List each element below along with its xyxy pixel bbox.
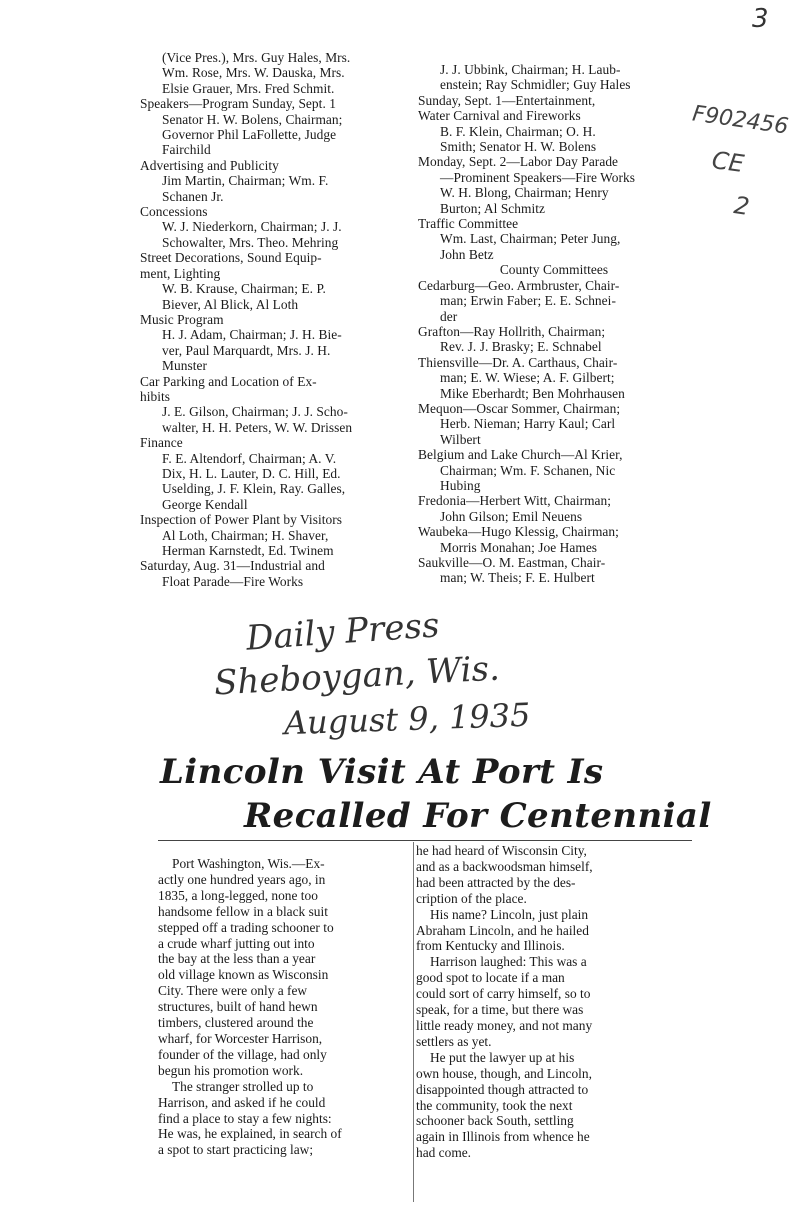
committee-heading-line: Thiensville—Dr. A. Carthaus, Chair- [418,354,618,370]
committee-members-line: Hubing [440,477,481,493]
committee-members-line: B. F. Klein, Chairman; O. H. [440,123,596,139]
committee-heading-line: Saukville—O. M. Eastman, Chair- [418,555,606,570]
committee-members-line: Schanen Jr. [162,188,224,204]
committee-members-line: Uselding, J. F. Klein, Ray. Galles, [162,481,346,497]
committee-members-line: Morris Monahan; Joe Hames [440,539,598,555]
headline-line-1: Lincoln Visit At Port Is [160,752,604,792]
committee-members-line: Jim Martin, Chairman; Wm. F. [162,173,329,189]
committee-members-line: Al Loth, Chairman; H. Shaver, [162,527,329,543]
article-text-line: the bay at the less than a year [158,951,316,967]
article-text-line: wharf, for Worcester Harrison, [158,1030,323,1046]
committee-members-line: Munster [162,358,207,374]
article-text-line: His name? Lincoln, just plain [430,906,589,922]
committee-heading-line: Street Decorations, Sound Equip- [140,250,322,266]
article-text-line: again in Illinois from whence he [416,1129,590,1145]
article-text-line: he had heard of Wisconsin City, [416,843,587,858]
handwritten-location: Sheboygan, Wis. [213,648,501,704]
article-text-line: handsome fellow in a black suit [158,903,328,919]
committee-members-line: Herb. Nieman; Harry Kaul; Carl [440,416,616,432]
article-text-line: had been attracted by the des- [416,874,576,890]
committee-members-line: man; W. Theis; F. E. Hulbert [440,570,595,586]
committee-heading-line: Belgium and Lake Church—Al Krier, [418,447,623,463]
article-text-line: find a place to stay a few nights: [158,1110,332,1126]
committee-members-line: W. B. Krause, Chairman; E. P. [162,281,326,297]
headline-rule [158,840,692,841]
article-text-line: begun his promotion work. [158,1062,304,1078]
committee-heading-line: Fredonia—Herbert Witt, Chairman; [418,493,612,509]
committee-members-line: W. H. Blong, Chairman; Henry [440,185,609,201]
committee-members-line: —Prominent Speakers—Fire Works [440,169,636,185]
committee-list-left [140,50,412,589]
margin-note-number: 2 [732,191,752,221]
margin-note-catalog: F902456 [690,101,790,140]
committee-heading-line: Music Program [140,311,224,327]
committee-heading-line: Advertising and Publicity [140,157,279,173]
article-text-line: settlers as yet. [416,1033,492,1049]
committee-members-line: Dix, H. L. Lauter, D. C. Hill, Ed. [162,465,341,481]
article-text-line: a spot to start practicing law; [158,1142,314,1158]
article-text-line: Port Washington, Wis.—Ex- [172,856,325,871]
article-text-line: good spot to locate if a man [416,970,565,986]
committee-heading-line: Cedarburg—Geo. Armbruster, Chair- [418,277,620,293]
article-text-line: could sort of carry himself, so to [416,986,591,1002]
article-text-line: He was, he explained, in search of [158,1126,342,1142]
committee-members-line: W. J. Niederkorn, Chairman; J. J. [162,219,342,235]
committee-members-line: Float Parade—Fire Works [162,573,304,589]
committee-heading-line: Finance [140,435,183,451]
committee-members-line: Fairchild [162,142,211,158]
committee-heading-line: Speakers—Program Sunday, Sept. 1 [140,96,336,112]
article-text-line: structures, built of hand hewn [158,999,318,1015]
committee-heading-line: Concessions [140,204,208,220]
article-text-line: old village known as Wisconsin [158,967,329,983]
committee-members-line: Rev. J. J. Brasky; E. Schnabel [440,339,602,355]
article-text-line: little ready money, and not many [416,1017,593,1033]
committee-members-line: man; E. W. Wiese; A. F. Gilbert; [440,370,615,386]
committee-heading-line: Traffic Committee [418,216,519,232]
committee-members-line: Elsie Grauer, Mrs. Fred Schmit. [162,80,335,96]
committee-heading-line: Inspection of Power Plant by Visitors [140,512,343,528]
page-number: 3 [752,4,769,34]
committee-members-line: Mike Eberhardt; Ben Mohrhausen [440,385,625,401]
committee-heading-line: Sunday, Sept. 1—Entertainment, [418,92,596,108]
committee-members-line: walter, H. H. Peters, W. W. Drissen [162,419,353,435]
committee-members-line: Smith; Senator H. W. Bolens [440,139,597,155]
article-text-line: Abraham Lincoln, and he hailed [416,922,589,938]
article-text-line: disappointed though attracted to [416,1081,589,1097]
handwritten-newspaper-name: Daily Press [244,605,441,659]
committee-heading-line: Saturday, Aug. 31—Industrial and [140,558,325,574]
committee-heading-line: ment, Lighting [140,265,221,281]
article-text-line: from Kentucky and Illinois. [416,938,565,954]
article-text-line: and as a backwoodsman himself, [416,858,593,874]
committee-heading-line: Monday, Sept. 2—Labor Day Parade [418,154,619,170]
article-text-line: City. There were only a few [158,983,308,999]
article-text-line: He put the lawyer up at his [430,1049,575,1065]
section-heading: County Committees [499,262,609,278]
committee-members-line: Governor Phil LaFollette, Judge [162,127,337,143]
article-text-line: cription of the place. [416,890,527,906]
committee-heading-line: Grafton—Ray Hollrith, Chairman; [418,323,606,339]
committee-members-line: man; Erwin Faber; E. E. Schnei- [440,293,616,309]
article-text-line: had come. [416,1145,472,1161]
article-column-left [158,856,410,1158]
article-text-line: schooner back South, settling [416,1113,574,1129]
headline-line-2: Recalled For Centennial [244,796,712,836]
article-text-line: timbers, clustered around the [158,1015,314,1031]
committee-members-line: Burton; Al Schmitz [440,200,546,216]
committee-members-line: ver, Paul Marquardt, Mrs. J. H. [162,342,331,358]
article-text-line: 1835, a long-legged, none too [158,887,318,903]
committee-members-line: Wilbert [440,431,481,447]
article-text-line: stepped off a trading schooner to [158,919,334,935]
committee-members-line: George Kendall [162,496,248,512]
article-text-line: Harrison, and asked if he could [158,1094,326,1110]
committee-heading-line: Car Parking and Location of Ex- [140,373,317,389]
committee-members-line: Senator H. W. Bolens, Chairman; [162,111,343,127]
article-text-line: actly one hundred years ago, in [158,871,326,887]
committee-members-line: enstein; Ray Schmidler; Guy Hales [440,77,631,93]
committee-heading-line: Water Carnival and Fireworks [418,108,581,124]
article-text-line: own house, though, and Lincoln, [416,1065,592,1081]
committee-members-line: Wm. Rose, Mrs. W. Dauska, Mrs. [162,65,345,81]
committee-members-line: (Vice Pres.), Mrs. Guy Hales, Mrs. [162,50,351,65]
article-text-line: founder of the village, had only [158,1046,327,1062]
committee-members-line: Wm. Last, Chairman; Peter Jung, [440,231,621,247]
committee-members-line: Chairman; Wm. F. Schanen, Nic [440,462,616,478]
article-text-line: the community, took the next [416,1097,573,1113]
committee-members-line: Herman Karnstedt, Ed. Twinem [162,543,334,558]
article-text-line: The stranger strolled up to [172,1078,314,1094]
committee-list-right [418,62,690,586]
handwritten-date: August 9, 1935 [283,695,531,743]
committee-members-line: J. E. Gilson, Chairman; J. J. Scho- [162,404,348,420]
committee-members-line: der [440,308,458,324]
committee-members-line: H. J. Adam, Chairman; J. H. Bie- [162,327,342,343]
article-text-line: speak, for a time, but there was [416,1002,584,1018]
committee-heading-line: Waubeka—Hugo Klessig, Chairman; [418,524,619,540]
article-text-line: Harrison laughed: This was a [430,954,587,970]
committee-members-line: Biever, Al Blick, Al Loth [162,296,299,312]
committee-heading-line: hibits [140,388,171,404]
column-divider [413,842,414,1202]
article-column-right [416,843,686,1161]
committee-members-line: John Betz [440,246,494,262]
committee-heading-line: Mequon—Oscar Sommer, Chairman; [418,400,621,416]
committee-members-line: Schowalter, Mrs. Theo. Mehring [162,234,339,250]
committee-members-line: J. J. Ubbink, Chairman; H. Laub- [440,62,621,77]
margin-note-initials: CE [710,145,746,179]
committee-members-line: F. E. Altendorf, Chairman; A. V. [162,450,337,466]
article-text-line: a crude wharf jutting out into [158,935,315,951]
committee-members-line: John Gilson; Emil Neuens [440,508,583,524]
